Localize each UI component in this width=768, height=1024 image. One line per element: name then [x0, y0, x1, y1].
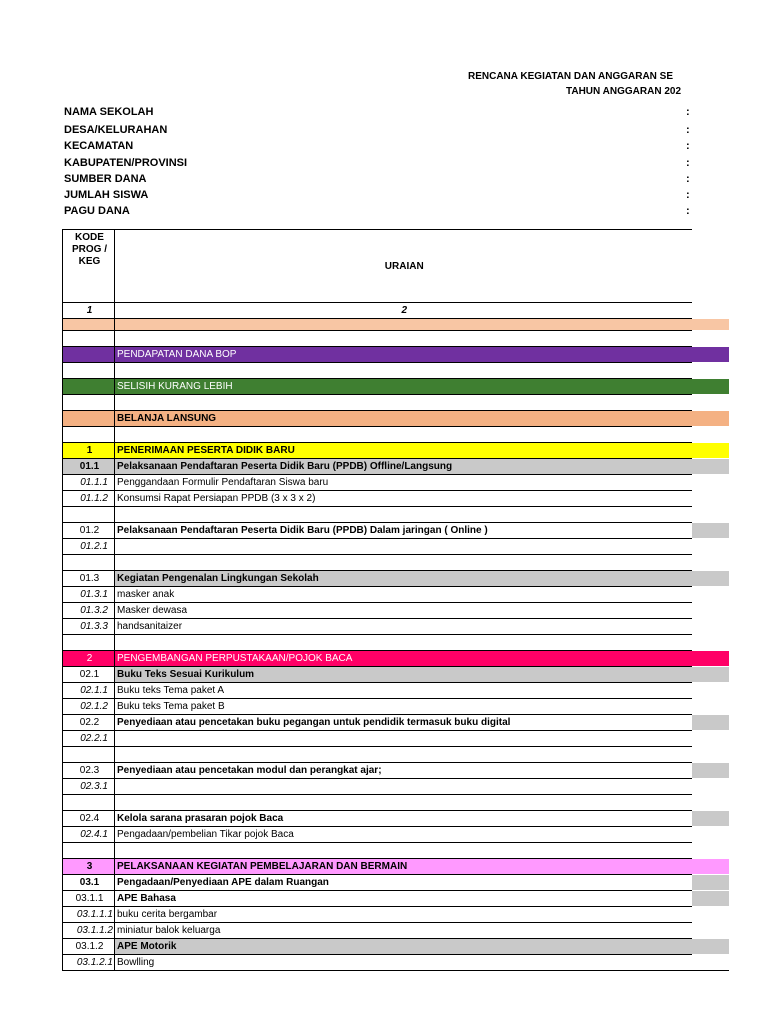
item-row: 02.1.2 Buku teks Tema paket B [63, 699, 729, 715]
item-row: 01.3.1 masker anak [63, 587, 729, 603]
info-label-jumlah-siswa: JUMLAH SISWA [64, 189, 149, 201]
empty-row [63, 555, 729, 571]
colnum-desc: 2 [115, 303, 692, 319]
empty-row [63, 363, 729, 379]
activity-row: 01.1 Pelaksanaan Pendaftaran Peserta Didik Baru (PPDB) Offline/Langsung [63, 459, 729, 475]
item-row: 03.1.1.2 miniatur balok keluarga [63, 923, 729, 939]
empty-row [63, 795, 729, 811]
activity-row: 01.3 Kegiatan Pengenalan Lingkungan Sekolah [63, 571, 729, 587]
section-label: BELANJA LANSUNG [115, 411, 692, 427]
info-label-pagu-dana: PAGU DANA [64, 205, 130, 217]
item-row: 01.1.2 Konsumsi Rapat Persiapan PPDB (3 x 3 x 2) [63, 491, 729, 507]
column-number-row [63, 303, 729, 319]
program-row: 2 PENGEMBANGAN PERPUSTAKAAN/POJOK BACA [63, 651, 729, 667]
item-row: 02.4.1 Pengadaan/pembelian Tikar pojok Baca [63, 827, 729, 843]
info-label-kabupaten: KABUPATEN/PROVINSI [64, 157, 188, 169]
report-title: RENCANA KEGIATAN DAN ANGGARAN SE [468, 71, 673, 82]
subactivity-row: 03.1.1 APE Bahasa [63, 891, 729, 907]
subactivity-row: 03.1.2 APE Motorik [63, 939, 729, 955]
item-row: 02.2.1 [63, 731, 729, 747]
info-colon: : [686, 140, 690, 152]
section-label: PENDAPATAN DANA BOP [115, 347, 692, 363]
empty-row [63, 635, 729, 651]
item-row: 03.1.2.1 Bowlling [63, 955, 729, 971]
info-label-kecamatan: KECAMATAN [64, 140, 134, 152]
section-selisih [63, 379, 729, 395]
info-colon: : [686, 205, 690, 217]
empty-row [63, 747, 729, 763]
colnum-code: 1 [63, 303, 115, 319]
info-colon: : [686, 106, 690, 118]
item-row: 02.1.1 Buku teks Tema paket A [63, 683, 729, 699]
info-label-nama-sekolah: NAMA SEKOLAH [64, 106, 154, 118]
activity-row: 02.3 Penyediaan atau pencetakan modul dan perangkat ajar; [63, 763, 729, 779]
section-belanja [63, 411, 729, 427]
header-kode: KODE PROG / KEG [63, 230, 115, 303]
section-pendapatan [63, 347, 729, 363]
info-label-sumber-dana: SUMBER DANA [64, 173, 147, 185]
table-header-row [63, 230, 729, 303]
header-uraian: URAIAN [115, 230, 692, 303]
item-row: 01.1.1 Penggandaan Formulir Pendaftaran Siswa baru [63, 475, 729, 491]
item-row: 01.2.1 [63, 539, 729, 555]
item-row: 01.3.2 Masker dewasa [63, 603, 729, 619]
activity-row: 01.2 Pelaksanaan Pendaftaran Peserta Didik Baru (PPDB) Dalam jaringan ( Online ) [63, 523, 729, 539]
program-row: 1 PENERIMAAN PESERTA DIDIK BARU [63, 443, 729, 459]
activity-row: 02.1 Buku Teks Sesuai Kurikulum [63, 667, 729, 683]
empty-row [63, 427, 729, 443]
section-label: SELISIH KURANG LEBIH [115, 379, 692, 395]
info-label-desa: DESA/KELURAHAN [64, 124, 168, 136]
empty-row [63, 507, 729, 523]
budget-table [62, 229, 729, 971]
info-colon: : [686, 189, 690, 201]
item-row: 03.1.1.1 buku cerita bergambar [63, 907, 729, 923]
report-year: TAHUN ANGGARAN 202 [566, 86, 682, 97]
item-row: 02.3.1 [63, 779, 729, 795]
spacer-row [63, 319, 729, 331]
info-colon: : [686, 124, 690, 136]
activity-row: 02.2 Penyediaan atau pencetakan buku pegangan untuk pendidik termasuk buku digital [63, 715, 729, 731]
program-row: 3 PELAKSANAAN KEGIATAN PEMBELAJARAN DAN BERMAIN [63, 859, 729, 875]
empty-row [63, 331, 729, 347]
info-colon: : [686, 157, 690, 169]
empty-row [63, 843, 729, 859]
empty-row [63, 395, 729, 411]
item-row: 01.3.3 handsanitaizer [63, 619, 729, 635]
activity-row: 02.4 Kelola sarana prasaran pojok Baca [63, 811, 729, 827]
info-colon: : [686, 173, 690, 185]
activity-row: 03.1 Pengadaan/Penyediaan APE dalam Ruangan [63, 875, 729, 891]
